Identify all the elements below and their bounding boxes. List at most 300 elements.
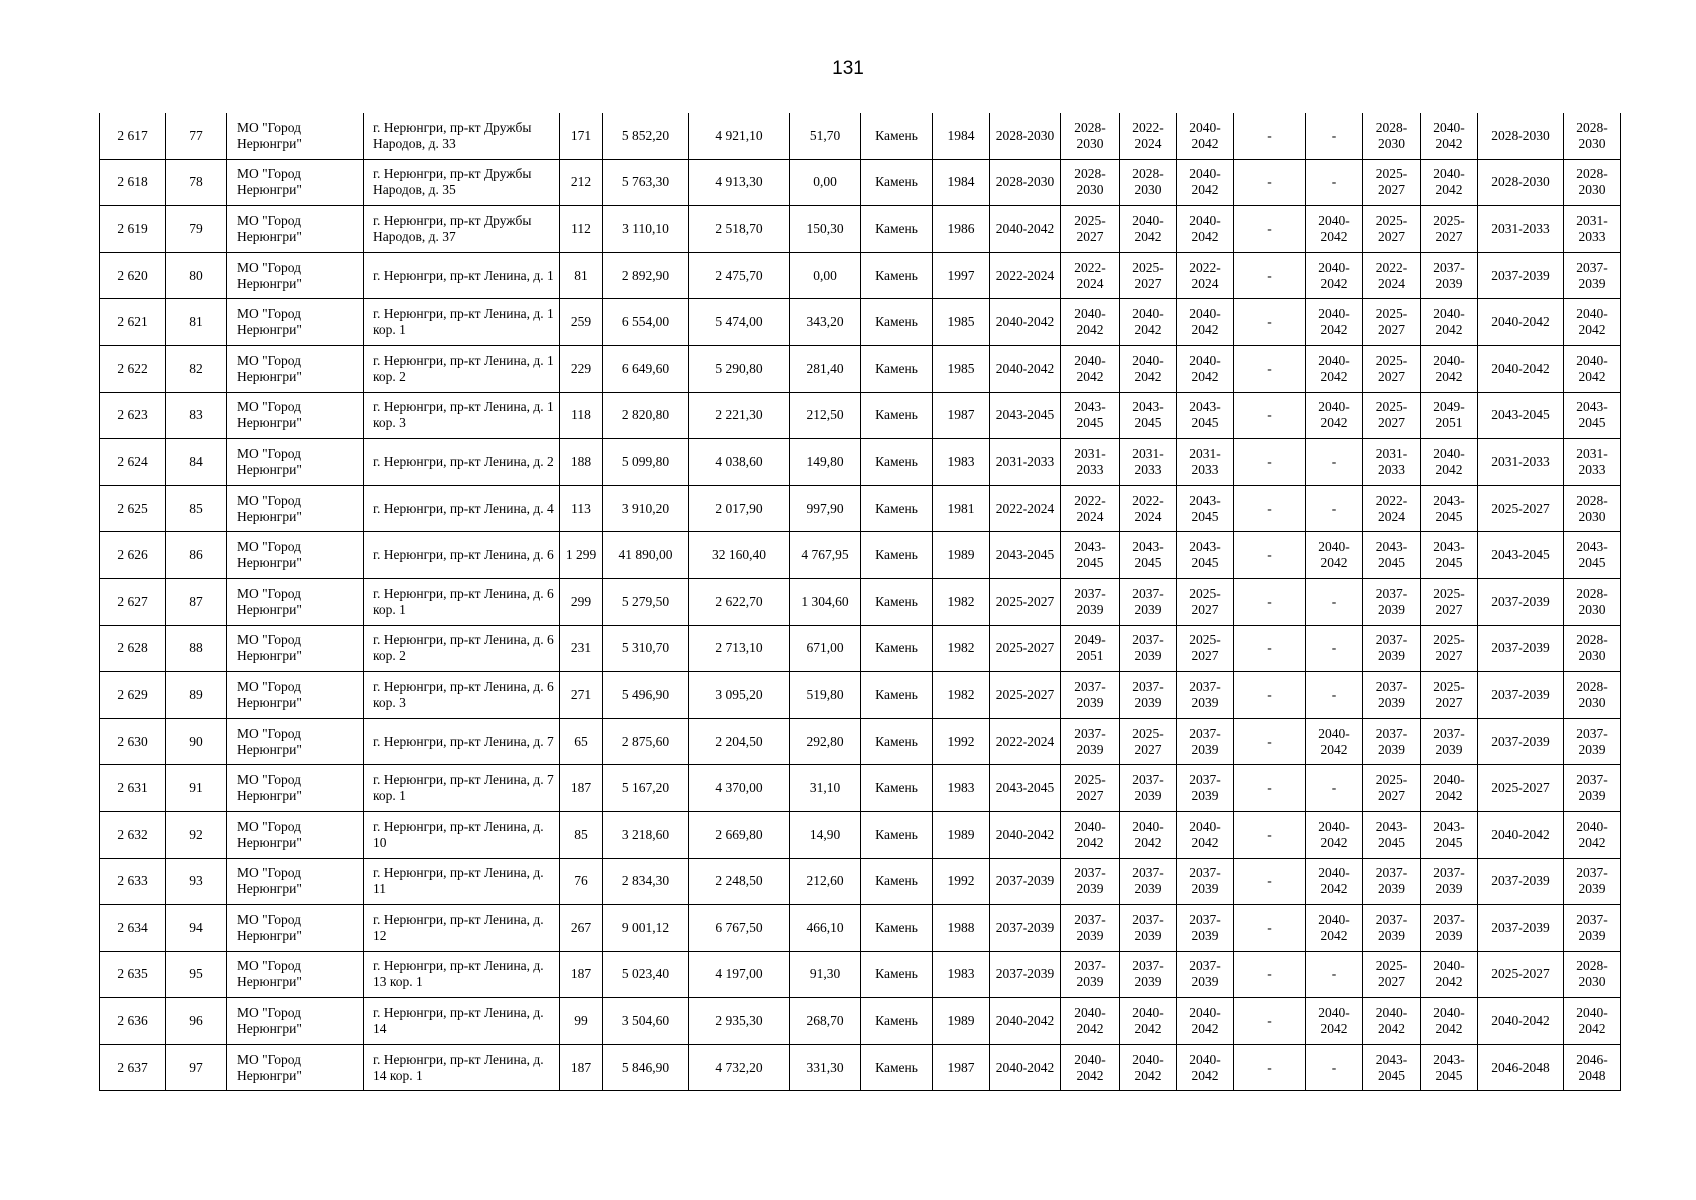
area-living-cell: 4 732,20	[689, 1044, 790, 1091]
area-total-cell: 9 001,12	[603, 905, 689, 952]
area-total-cell: 5 310,70	[603, 625, 689, 672]
build-year-cell: 1982	[933, 672, 990, 719]
build-year-cell: 1984	[933, 113, 990, 159]
repair-period-cell: 2025-2027	[990, 672, 1061, 719]
repair-period-cell: 2037-2039	[1061, 858, 1120, 905]
repair-period-cell: 2037-2039	[1120, 672, 1177, 719]
area-total-cell: 5 099,80	[603, 439, 689, 486]
repair-period-cell: -	[1234, 905, 1306, 952]
address-cell: г. Нерюнгри, пр-кт Ленина, д. 4	[364, 485, 560, 532]
municipality-cell: МО "Город Нерюнгри"	[227, 905, 364, 952]
area-total-cell: 2 820,80	[603, 392, 689, 439]
wall-material-cell: Камень	[861, 905, 933, 952]
repair-period-cell: 2022-2024	[1120, 113, 1177, 159]
residents-cell: 187	[560, 765, 603, 812]
repair-period-cell: 2025-2027	[1478, 765, 1564, 812]
repair-period-cell: 2037-2039	[1564, 252, 1621, 299]
repair-period-cell: -	[1234, 439, 1306, 486]
row-index-cell: 81	[166, 299, 227, 346]
address-cell: г. Нерюнгри, пр-кт Ленина, д. 7	[364, 718, 560, 765]
repair-period-cell: 2040-2042	[1306, 299, 1363, 346]
repair-period-cell: 2040-2042	[1421, 951, 1478, 998]
repair-period-cell: 2040-2042	[1061, 998, 1120, 1045]
repair-period-cell: 2037-2039	[1478, 718, 1564, 765]
repair-period-cell: -	[1234, 672, 1306, 719]
repair-period-cell: 2049-2051	[1421, 392, 1478, 439]
repair-period-cell: 2037-2039	[1061, 905, 1120, 952]
address-cell: г. Нерюнгри, пр-кт Ленина, д. 6	[364, 532, 560, 579]
repair-period-cell: 2037-2039	[1564, 718, 1621, 765]
municipality-cell: МО "Город Нерюнгри"	[227, 1044, 364, 1091]
repair-period-cell: 2028-2030	[1564, 578, 1621, 625]
repair-period-cell: -	[1234, 159, 1306, 206]
row-number-cell: 2 622	[100, 345, 166, 392]
municipality-cell: МО "Город Нерюнгри"	[227, 532, 364, 579]
row-index-cell: 90	[166, 718, 227, 765]
repair-period-cell: 2025-2027	[1421, 625, 1478, 672]
repair-period-cell: 2037-2039	[1120, 578, 1177, 625]
municipality-cell: МО "Город Нерюнгри"	[227, 998, 364, 1045]
table-row	[100, 299, 1621, 346]
repair-period-cell: -	[1234, 485, 1306, 532]
repair-period-cell: 2037-2039	[1363, 905, 1421, 952]
repair-period-cell: 2040-2042	[1177, 998, 1234, 1045]
repair-period-cell: -	[1234, 345, 1306, 392]
municipality-cell: МО "Город Нерюнгри"	[227, 485, 364, 532]
repair-period-cell: 2025-2027	[990, 578, 1061, 625]
table-row	[100, 439, 1621, 486]
repair-period-cell: 2037-2039	[1061, 951, 1120, 998]
repair-period-cell: 2031-2033	[1061, 439, 1120, 486]
area-nonliving-cell: 1 304,60	[790, 578, 861, 625]
repair-period-cell: -	[1306, 578, 1363, 625]
repair-period-cell: 2043-2045	[1421, 532, 1478, 579]
row-number-cell: 2 625	[100, 485, 166, 532]
residents-cell: 299	[560, 578, 603, 625]
repair-period-cell: 2040-2042	[1061, 299, 1120, 346]
repair-period-cell: 2043-2045	[990, 765, 1061, 812]
build-year-cell: 1985	[933, 299, 990, 346]
repair-period-cell: 2037-2039	[1421, 252, 1478, 299]
repair-period-cell: -	[1234, 299, 1306, 346]
repair-period-cell: 2037-2039	[1177, 905, 1234, 952]
repair-period-cell: 2040-2042	[990, 1044, 1061, 1091]
repair-period-cell: 2025-2027	[1421, 578, 1478, 625]
area-total-cell: 41 890,00	[603, 532, 689, 579]
repair-period-cell: 2040-2042	[1177, 206, 1234, 253]
area-living-cell: 2 518,70	[689, 206, 790, 253]
repair-period-cell: 2028-2030	[1061, 113, 1120, 159]
area-nonliving-cell: 331,30	[790, 1044, 861, 1091]
repair-period-cell: 2043-2045	[1363, 532, 1421, 579]
residents-cell: 112	[560, 206, 603, 253]
repair-period-cell: 2031-2033	[1564, 206, 1621, 253]
area-living-cell: 2 248,50	[689, 858, 790, 905]
repair-period-cell: 2037-2039	[1177, 951, 1234, 998]
area-living-cell: 2 017,90	[689, 485, 790, 532]
repair-period-cell: -	[1234, 718, 1306, 765]
residents-cell: 187	[560, 951, 603, 998]
build-year-cell: 1987	[933, 1044, 990, 1091]
repair-period-cell: 2028-2030	[1120, 159, 1177, 206]
repair-period-cell: 2025-2027	[1177, 625, 1234, 672]
repair-period-cell: 2025-2027	[1363, 392, 1421, 439]
repair-period-cell: 2040-2042	[1061, 1044, 1120, 1091]
repair-period-cell: -	[1234, 392, 1306, 439]
table-row	[100, 113, 1621, 159]
build-year-cell: 1981	[933, 485, 990, 532]
repair-period-cell: 2040-2042	[1061, 811, 1120, 858]
repair-period-cell: 2040-2042	[1177, 113, 1234, 159]
municipality-cell: МО "Город Нерюнгри"	[227, 811, 364, 858]
row-number-cell: 2 620	[100, 252, 166, 299]
row-number-cell: 2 630	[100, 718, 166, 765]
row-index-cell: 86	[166, 532, 227, 579]
repair-period-cell: 2037-2039	[1421, 718, 1478, 765]
repair-period-cell: 2040-2042	[1061, 345, 1120, 392]
municipality-cell: МО "Город Нерюнгри"	[227, 951, 364, 998]
repair-period-cell: 2037-2039	[1478, 905, 1564, 952]
area-nonliving-cell: 0,00	[790, 159, 861, 206]
municipality-cell: МО "Город Нерюнгри"	[227, 672, 364, 719]
repair-period-cell: 2043-2045	[1061, 532, 1120, 579]
repair-period-cell: 2031-2033	[1120, 439, 1177, 486]
repair-period-cell: -	[1234, 951, 1306, 998]
table-row	[100, 858, 1621, 905]
repair-period-cell: -	[1234, 765, 1306, 812]
repair-period-cell: 2040-2042	[1421, 765, 1478, 812]
area-living-cell: 5 290,80	[689, 345, 790, 392]
repair-period-cell: 2043-2045	[1478, 532, 1564, 579]
address-cell: г. Нерюнгри, пр-кт Ленина, д. 1 кор. 1	[364, 299, 560, 346]
wall-material-cell: Камень	[861, 578, 933, 625]
repair-period-cell: 2025-2027	[1363, 951, 1421, 998]
row-number-cell: 2 617	[100, 113, 166, 159]
repair-period-cell: 2025-2027	[1421, 672, 1478, 719]
area-total-cell: 5 279,50	[603, 578, 689, 625]
repair-period-cell: 2028-2030	[990, 113, 1061, 159]
row-number-cell: 2 633	[100, 858, 166, 905]
repair-period-cell: -	[1234, 1044, 1306, 1091]
municipality-cell: МО "Город Нерюнгри"	[227, 345, 364, 392]
repair-period-cell: 2040-2042	[1421, 439, 1478, 486]
address-cell: г. Нерюнгри, пр-кт Ленина, д. 13 кор. 1	[364, 951, 560, 998]
residents-cell: 231	[560, 625, 603, 672]
area-nonliving-cell: 31,10	[790, 765, 861, 812]
area-living-cell: 4 921,10	[689, 113, 790, 159]
repair-period-cell: 2043-2045	[1177, 392, 1234, 439]
repair-period-cell: 2025-2027	[1061, 765, 1120, 812]
area-total-cell: 2 834,30	[603, 858, 689, 905]
repair-period-cell: 2040-2042	[990, 998, 1061, 1045]
repair-period-cell: 2040-2042	[1306, 206, 1363, 253]
page-number: 131	[832, 58, 864, 79]
wall-material-cell: Камень	[861, 765, 933, 812]
build-year-cell: 1982	[933, 625, 990, 672]
municipality-cell: МО "Город Нерюнгри"	[227, 206, 364, 253]
wall-material-cell: Камень	[861, 811, 933, 858]
municipality-cell: МО "Город Нерюнгри"	[227, 299, 364, 346]
area-total-cell: 6 554,00	[603, 299, 689, 346]
table-row	[100, 951, 1621, 998]
municipality-cell: МО "Город Нерюнгри"	[227, 765, 364, 812]
area-living-cell: 2 204,50	[689, 718, 790, 765]
build-year-cell: 1983	[933, 439, 990, 486]
row-number-cell: 2 618	[100, 159, 166, 206]
repair-period-cell: 2022-2024	[990, 485, 1061, 532]
table-row	[100, 345, 1621, 392]
repair-period-cell: 2040-2042	[1421, 998, 1478, 1045]
repair-period-cell: 2037-2039	[1564, 858, 1621, 905]
area-living-cell: 4 913,30	[689, 159, 790, 206]
area-nonliving-cell: 212,50	[790, 392, 861, 439]
area-nonliving-cell: 14,90	[790, 811, 861, 858]
repair-period-cell: 2025-2027	[1478, 951, 1564, 998]
address-cell: г. Нерюнгри, пр-кт Ленина, д. 14 кор. 1	[364, 1044, 560, 1091]
row-index-cell: 82	[166, 345, 227, 392]
repair-period-cell: 2028-2030	[1478, 113, 1564, 159]
repair-period-cell: 2028-2030	[1564, 951, 1621, 998]
area-nonliving-cell: 91,30	[790, 951, 861, 998]
repair-period-cell: 2043-2045	[1564, 392, 1621, 439]
repair-period-cell: 2022-2024	[990, 252, 1061, 299]
repair-period-cell: -	[1234, 578, 1306, 625]
wall-material-cell: Камень	[861, 998, 933, 1045]
wall-material-cell: Камень	[861, 532, 933, 579]
repair-period-cell: 2031-2033	[1564, 439, 1621, 486]
wall-material-cell: Камень	[861, 159, 933, 206]
address-cell: г. Нерюнгри, пр-кт Ленина, д. 11	[364, 858, 560, 905]
row-number-cell: 2 635	[100, 951, 166, 998]
repair-period-cell: 2043-2045	[990, 392, 1061, 439]
repair-period-cell: 2031-2033	[990, 439, 1061, 486]
repair-period-cell: 2040-2042	[1564, 998, 1621, 1045]
row-index-cell: 78	[166, 159, 227, 206]
wall-material-cell: Камень	[861, 625, 933, 672]
area-nonliving-cell: 466,10	[790, 905, 861, 952]
repair-period-cell: -	[1306, 159, 1363, 206]
repair-period-cell: -	[1234, 625, 1306, 672]
repair-period-cell: 2022-2024	[1363, 252, 1421, 299]
repair-period-cell: 2022-2024	[1120, 485, 1177, 532]
repair-period-cell: 2040-2042	[1421, 345, 1478, 392]
row-index-cell: 95	[166, 951, 227, 998]
repair-period-cell: 2037-2039	[1061, 578, 1120, 625]
repair-period-cell: 2043-2045	[1363, 811, 1421, 858]
repair-period-cell: 2043-2045	[1421, 485, 1478, 532]
wall-material-cell: Камень	[861, 718, 933, 765]
repair-period-cell: 2037-2039	[1478, 672, 1564, 719]
repair-period-cell: 2040-2042	[1120, 1044, 1177, 1091]
area-total-cell: 5 846,90	[603, 1044, 689, 1091]
repair-period-cell: -	[1234, 858, 1306, 905]
repair-period-cell: 2037-2039	[1363, 625, 1421, 672]
repair-period-cell: 2037-2039	[990, 951, 1061, 998]
wall-material-cell: Камень	[861, 672, 933, 719]
repair-period-cell: 2040-2042	[1306, 345, 1363, 392]
area-total-cell: 3 218,60	[603, 811, 689, 858]
row-number-cell: 2 637	[100, 1044, 166, 1091]
repair-period-cell: -	[1306, 439, 1363, 486]
address-cell: г. Нерюнгри, пр-кт Ленина, д. 1	[364, 252, 560, 299]
municipality-cell: МО "Город Нерюнгри"	[227, 252, 364, 299]
build-year-cell: 1987	[933, 392, 990, 439]
area-living-cell: 6 767,50	[689, 905, 790, 952]
area-total-cell: 5 852,20	[603, 113, 689, 159]
repair-period-cell: 2040-2042	[1564, 299, 1621, 346]
table-row	[100, 625, 1621, 672]
row-index-cell: 88	[166, 625, 227, 672]
repair-period-cell: 2037-2039	[1061, 718, 1120, 765]
repair-period-cell: 2025-2027	[990, 625, 1061, 672]
area-nonliving-cell: 997,90	[790, 485, 861, 532]
area-living-cell: 2 935,30	[689, 998, 790, 1045]
area-total-cell: 2 892,90	[603, 252, 689, 299]
row-number-cell: 2 624	[100, 439, 166, 486]
municipality-cell: МО "Город Нерюнгри"	[227, 718, 364, 765]
repair-period-cell: -	[1234, 998, 1306, 1045]
address-cell: г. Нерюнгри, пр-кт Ленина, д. 6 кор. 3	[364, 672, 560, 719]
residents-cell: 267	[560, 905, 603, 952]
repair-period-cell: 2043-2045	[1177, 485, 1234, 532]
area-nonliving-cell: 292,80	[790, 718, 861, 765]
row-index-cell: 97	[166, 1044, 227, 1091]
repair-period-cell: 2037-2039	[1363, 858, 1421, 905]
repair-period-cell: 2025-2027	[1363, 765, 1421, 812]
repair-period-cell: 2037-2039	[1177, 858, 1234, 905]
repair-period-cell: 2040-2042	[1177, 811, 1234, 858]
repair-period-cell: -	[1306, 113, 1363, 159]
build-year-cell: 1989	[933, 998, 990, 1045]
repair-period-cell: 2040-2042	[1120, 299, 1177, 346]
address-cell: г. Нерюнгри, пр-кт Ленина, д. 14	[364, 998, 560, 1045]
repair-period-cell: 2040-2042	[1120, 206, 1177, 253]
row-index-cell: 83	[166, 392, 227, 439]
build-year-cell: 1989	[933, 532, 990, 579]
repair-period-cell: 2040-2042	[990, 345, 1061, 392]
area-nonliving-cell: 0,00	[790, 252, 861, 299]
repair-period-cell: 2037-2039	[1120, 625, 1177, 672]
table-row	[100, 392, 1621, 439]
repair-period-cell: 2037-2039	[1363, 718, 1421, 765]
repair-period-cell: 2037-2039	[1421, 858, 1478, 905]
residents-cell: 271	[560, 672, 603, 719]
repair-period-cell: 2022-2024	[1061, 485, 1120, 532]
repair-period-cell: 2040-2042	[1120, 811, 1177, 858]
repair-period-cell: 2025-2027	[1363, 159, 1421, 206]
row-index-cell: 96	[166, 998, 227, 1045]
row-index-cell: 84	[166, 439, 227, 486]
repair-period-cell: 2037-2039	[1478, 625, 1564, 672]
table-row	[100, 1044, 1621, 1091]
row-number-cell: 2 636	[100, 998, 166, 1045]
area-total-cell: 2 875,60	[603, 718, 689, 765]
address-cell: г. Нерюнгри, пр-кт Ленина, д. 7 кор. 1	[364, 765, 560, 812]
repair-period-cell: 2043-2045	[1421, 1044, 1478, 1091]
municipality-cell: МО "Город Нерюнгри"	[227, 113, 364, 159]
table-row	[100, 672, 1621, 719]
residents-cell: 212	[560, 159, 603, 206]
municipality-cell: МО "Город Нерюнгри"	[227, 858, 364, 905]
repair-period-cell: 2037-2039	[1061, 672, 1120, 719]
area-living-cell: 2 221,30	[689, 392, 790, 439]
repair-period-cell: 2043-2045	[990, 532, 1061, 579]
repair-period-cell: 2040-2042	[1306, 811, 1363, 858]
area-nonliving-cell: 4 767,95	[790, 532, 861, 579]
housing-register-table	[99, 113, 1621, 1091]
area-total-cell: 3 110,10	[603, 206, 689, 253]
row-index-cell: 80	[166, 252, 227, 299]
repair-period-cell: 2025-2027	[1177, 578, 1234, 625]
repair-period-cell: 2040-2042	[1306, 905, 1363, 952]
table-row	[100, 252, 1621, 299]
area-living-cell: 5 474,00	[689, 299, 790, 346]
repair-period-cell: 2028-2030	[1564, 113, 1621, 159]
repair-period-cell: -	[1234, 113, 1306, 159]
table-row	[100, 998, 1621, 1045]
area-nonliving-cell: 343,20	[790, 299, 861, 346]
residents-cell: 99	[560, 998, 603, 1045]
area-nonliving-cell: 51,70	[790, 113, 861, 159]
row-index-cell: 92	[166, 811, 227, 858]
table-row	[100, 905, 1621, 952]
wall-material-cell: Камень	[861, 113, 933, 159]
area-nonliving-cell: 281,40	[790, 345, 861, 392]
row-index-cell: 94	[166, 905, 227, 952]
row-index-cell: 93	[166, 858, 227, 905]
residents-cell: 85	[560, 811, 603, 858]
residents-cell: 229	[560, 345, 603, 392]
residents-cell: 118	[560, 392, 603, 439]
row-index-cell: 85	[166, 485, 227, 532]
area-living-cell: 3 095,20	[689, 672, 790, 719]
area-living-cell: 2 475,70	[689, 252, 790, 299]
area-total-cell: 5 763,30	[603, 159, 689, 206]
table-row	[100, 578, 1621, 625]
repair-period-cell: 2031-2033	[1177, 439, 1234, 486]
repair-period-cell: 2040-2042	[1421, 299, 1478, 346]
area-total-cell: 3 910,20	[603, 485, 689, 532]
address-cell: г. Нерюнгри, пр-кт Дружбы Народов, д. 37	[364, 206, 560, 253]
address-cell: г. Нерюнгри, пр-кт Ленина, д. 12	[364, 905, 560, 952]
area-total-cell: 6 649,60	[603, 345, 689, 392]
row-number-cell: 2 631	[100, 765, 166, 812]
build-year-cell: 1983	[933, 765, 990, 812]
table-row	[100, 485, 1621, 532]
row-index-cell: 91	[166, 765, 227, 812]
table-row	[100, 765, 1621, 812]
row-index-cell: 89	[166, 672, 227, 719]
repair-period-cell: 2040-2042	[1306, 252, 1363, 299]
repair-period-cell: 2028-2030	[1564, 159, 1621, 206]
repair-period-cell: 2037-2039	[1564, 765, 1621, 812]
repair-period-cell: 2037-2039	[1177, 765, 1234, 812]
repair-period-cell: 2022-2024	[1061, 252, 1120, 299]
wall-material-cell: Камень	[861, 299, 933, 346]
residents-cell: 65	[560, 718, 603, 765]
repair-period-cell: 2037-2039	[1363, 578, 1421, 625]
residents-cell: 76	[560, 858, 603, 905]
repair-period-cell: 2025-2027	[1363, 345, 1421, 392]
repair-period-cell: 2040-2042	[1478, 998, 1564, 1045]
row-number-cell: 2 623	[100, 392, 166, 439]
area-living-cell: 2 622,70	[689, 578, 790, 625]
wall-material-cell: Камень	[861, 206, 933, 253]
area-nonliving-cell: 149,80	[790, 439, 861, 486]
repair-period-cell: 2040-2042	[1478, 811, 1564, 858]
repair-period-cell: 2031-2033	[1478, 206, 1564, 253]
repair-period-cell: 2040-2042	[1564, 811, 1621, 858]
